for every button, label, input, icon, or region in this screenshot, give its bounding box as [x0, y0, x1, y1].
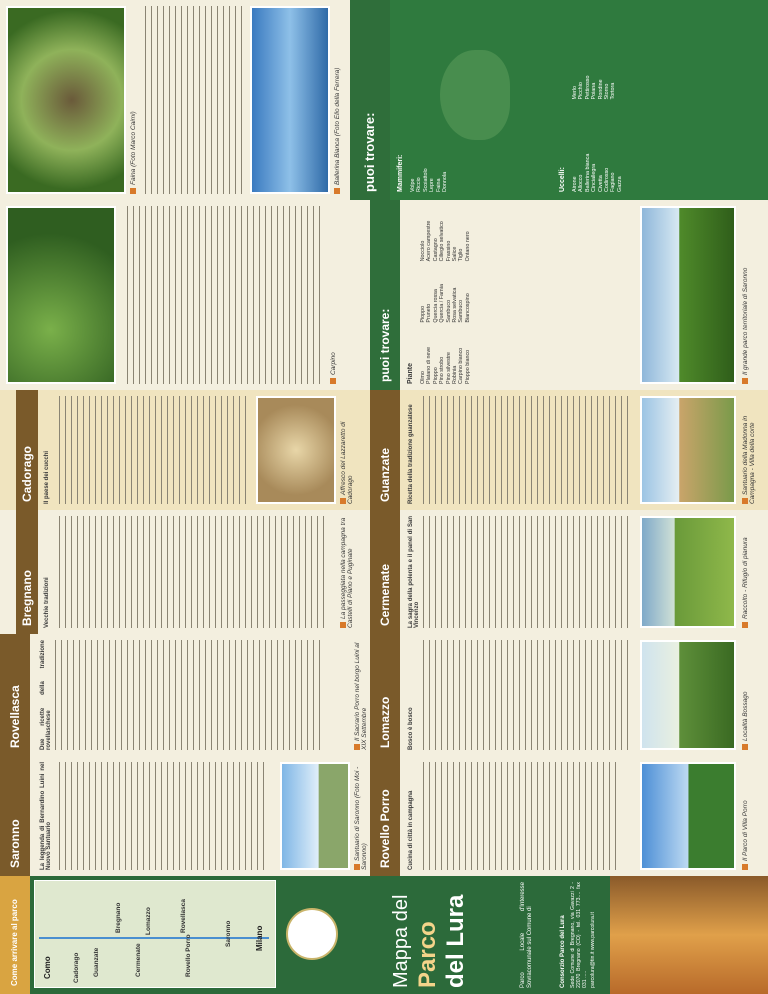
fauna-photo-2 [250, 6, 330, 194]
plant-item: Pruneto [426, 303, 433, 323]
rovellasca-caption: Il Sacrario Porro nel borgo Luini al XIX Settembre [354, 642, 368, 750]
bird-item: Cinciallegra [591, 163, 598, 192]
plant-item: Quercia rossa [432, 289, 439, 323]
map-label-bregnano: Bregnano [115, 902, 122, 933]
rovello-body [420, 762, 620, 870]
rovellasca-body [52, 640, 322, 750]
map-label-cermenate: Cermenate [135, 943, 142, 977]
panel-saronno [0, 756, 768, 876]
bird-item: Fagiano [610, 172, 617, 192]
cover-address: Sede Comune di Bregnano, via Gavazzi 2 - 22070 Bregnano (CO) - tel. 031 773.... fax 031 ..... [570, 882, 589, 988]
cover-partners-heading: Parco Locale d'Interesse Sovracomunale sul Comune di [520, 882, 533, 988]
saronno-caption: Santuario di Saronno (Foto Moi - Saronno) [354, 766, 368, 870]
rovello-caption: Il Parco di Villa Porro [742, 762, 749, 870]
bird-item: Picchio [578, 82, 585, 100]
plant-item: Olmo [420, 371, 426, 384]
plant-item: Nocciolo [420, 240, 426, 262]
plant-item: Castagno [432, 238, 439, 262]
plant-item: Robinia [452, 365, 459, 384]
lomazzo-band: Lomazzo [370, 634, 400, 756]
bird-item: Codirosso [604, 167, 611, 192]
cover-panel [0, 876, 768, 994]
plant-item: Quercia / Farnia [439, 284, 446, 323]
birds-heading: Uccelli: [559, 167, 566, 192]
cover-title-3: del Lura [442, 894, 469, 988]
map-label-lomazzo: Lomazzo [145, 907, 152, 935]
plant-item: Acero campestre [426, 220, 433, 262]
saronno-body [56, 762, 266, 870]
bregnano-heading: Vecchie tradizioni [44, 577, 50, 628]
flora-heading: Piante [407, 362, 414, 384]
bregnano-body [56, 516, 326, 628]
bird-item: Civetta [597, 175, 604, 192]
flora-photo-1 [6, 206, 116, 384]
mammal-item: Lepre [429, 178, 436, 192]
plant-item: Biancospino [464, 293, 471, 323]
cermenate-caption: Raccolto - Rifugio di pianura [742, 516, 749, 628]
plant-item: Sambuco [458, 299, 465, 323]
cadorago-photo [256, 396, 336, 504]
bird-silhouette-icon [440, 50, 510, 140]
plants-list [420, 206, 471, 384]
plant-item: Carpino bianco [458, 347, 465, 384]
map-label-rovellasca: Rovellasca [180, 899, 187, 933]
lomazzo-body [420, 640, 630, 750]
mammal-item: Faina [435, 178, 442, 192]
cover-photo-strip [610, 876, 768, 994]
mammals-heading: Mammiferi: [397, 154, 404, 192]
guanzate-band: Guanzate [370, 390, 400, 510]
map-label-milano: Milano [255, 925, 264, 951]
bregnano-caption: La passeggiata nella campagna tra Castelli di Piano e Puginate [340, 517, 354, 628]
bird-item: Merlo [572, 86, 578, 100]
cadorago-caption: Affresco del Lazzaretto di Cadorago [340, 421, 354, 504]
plant-item: Ciliegio selvatico [439, 221, 446, 262]
flora-photo-2 [640, 206, 736, 384]
bird-item: Storno [604, 83, 611, 100]
cover-title-2: Parco [414, 921, 441, 988]
bird-item: Tortora [610, 82, 617, 100]
panel-fauna [0, 0, 768, 200]
plant-item: Pioppo [420, 305, 426, 323]
plant-item: Pioppo bianco [464, 349, 471, 384]
fauna-photo-1 [6, 6, 126, 194]
map-label-rovello: Rovello Porro [185, 934, 192, 977]
mammal-item: Riccio [416, 177, 423, 192]
guanzate-body [420, 396, 630, 504]
map-label-guanzate: Guanzate [93, 947, 100, 977]
cadorago-band: Cadorago [16, 390, 38, 510]
plant-item: Pioppo [432, 367, 439, 384]
panel-cadorago [0, 390, 768, 510]
lomazzo-caption: Località Bossago [742, 640, 749, 750]
mammal-item: Scoiattolo [422, 168, 429, 192]
rovello-band: Rovello Porro [370, 756, 400, 876]
fauna-caption-2: Ballerina Bianca (Foto Elio della Ferrera) [334, 6, 341, 194]
saronno-photo [280, 762, 350, 870]
cover-logo [286, 908, 338, 960]
fauna-body [142, 6, 242, 194]
flora-caption-2: Il grande parco territoriale di Saronno [742, 206, 749, 384]
rovello-heading: Cucina di città in campagna [408, 790, 414, 870]
panel-bregnano [0, 510, 768, 634]
bregnano-band: Bregnano [16, 510, 38, 634]
flora-band: puoi trovare: [370, 200, 400, 390]
plant-item: Sambuco [445, 299, 452, 323]
mammal-item: Donnola [442, 171, 449, 192]
cermenate-band: Cermenate [370, 510, 400, 634]
birds-list [572, 12, 623, 192]
cover-contact: Consorzio Parco del Lura [560, 915, 566, 988]
panel-flora [0, 200, 768, 390]
rovellasca-heading: Due ricette della tradizione rovellaschese [40, 640, 53, 750]
bird-item: Rondine [597, 79, 604, 100]
bird-item: Airone [572, 176, 578, 192]
map-label-como: Como [43, 956, 52, 979]
mammal-item: Volpe [410, 178, 416, 192]
map-label-cadorago: Cadorago [73, 952, 80, 983]
cover-title-1: Mappa del [390, 894, 412, 988]
plant-item: Pino silvestre [445, 351, 452, 384]
bird-item: Pettirosso [584, 75, 591, 100]
bird-item: Gazza [616, 176, 623, 192]
cover-band: Come arrivare al parco [0, 876, 30, 994]
guanzate-caption: Santuario della Madonna in Campagna - Villa della corte [742, 415, 756, 504]
guanzate-heading: Ricetta della tradizione guanzatese [408, 404, 414, 504]
cermenate-photo [640, 516, 736, 628]
rovello-photo [640, 762, 736, 870]
cover-map-area [34, 880, 276, 988]
cermenate-body [420, 516, 630, 628]
lomazzo-photo [640, 640, 736, 750]
bird-item: Allocco [578, 174, 585, 192]
plant-item: Rosa selvatica [452, 287, 459, 323]
cover-web: parcolura@tin.it www.parcolura.it [590, 912, 596, 988]
bird-item: Ballerina bianca [584, 153, 591, 192]
plant-item: Ontano nero [464, 231, 471, 262]
mammals-list [410, 112, 448, 192]
saronno-band: Saronno [0, 756, 30, 876]
flora-caption-1: Carpino [330, 206, 337, 384]
map-label-saronno: Saronno [225, 920, 232, 947]
flora-body [124, 206, 324, 384]
panel-rovellasca [0, 634, 768, 756]
bird-item: Poiana [591, 82, 598, 100]
saronno-heading: La leggenda di Bernardino Luini nel Nuovo Santuario [40, 762, 53, 870]
plant-item: Salice [452, 246, 459, 262]
lura-river [39, 937, 269, 939]
rovellasca-band: Rovellasca [0, 634, 30, 756]
lomazzo-heading: Bosco è bosco [408, 707, 414, 750]
cadorago-body [56, 396, 246, 504]
fauna-caption-1: Faina (Foto Marco Caimi) [130, 6, 137, 194]
plant-item: Frassino [445, 240, 452, 262]
cadorago-heading: Il paese dei cucchi [44, 450, 50, 504]
plant-item: Pino strobo [439, 356, 446, 384]
guanzate-photo [640, 396, 736, 504]
plant-item: Tiglio [458, 248, 465, 262]
fauna-band: puoi trovare: [350, 0, 390, 200]
cermenate-heading: La sagra della polenta e il panel di San Vincenzo [408, 516, 421, 628]
plant-item: Platano di neve [426, 346, 433, 384]
